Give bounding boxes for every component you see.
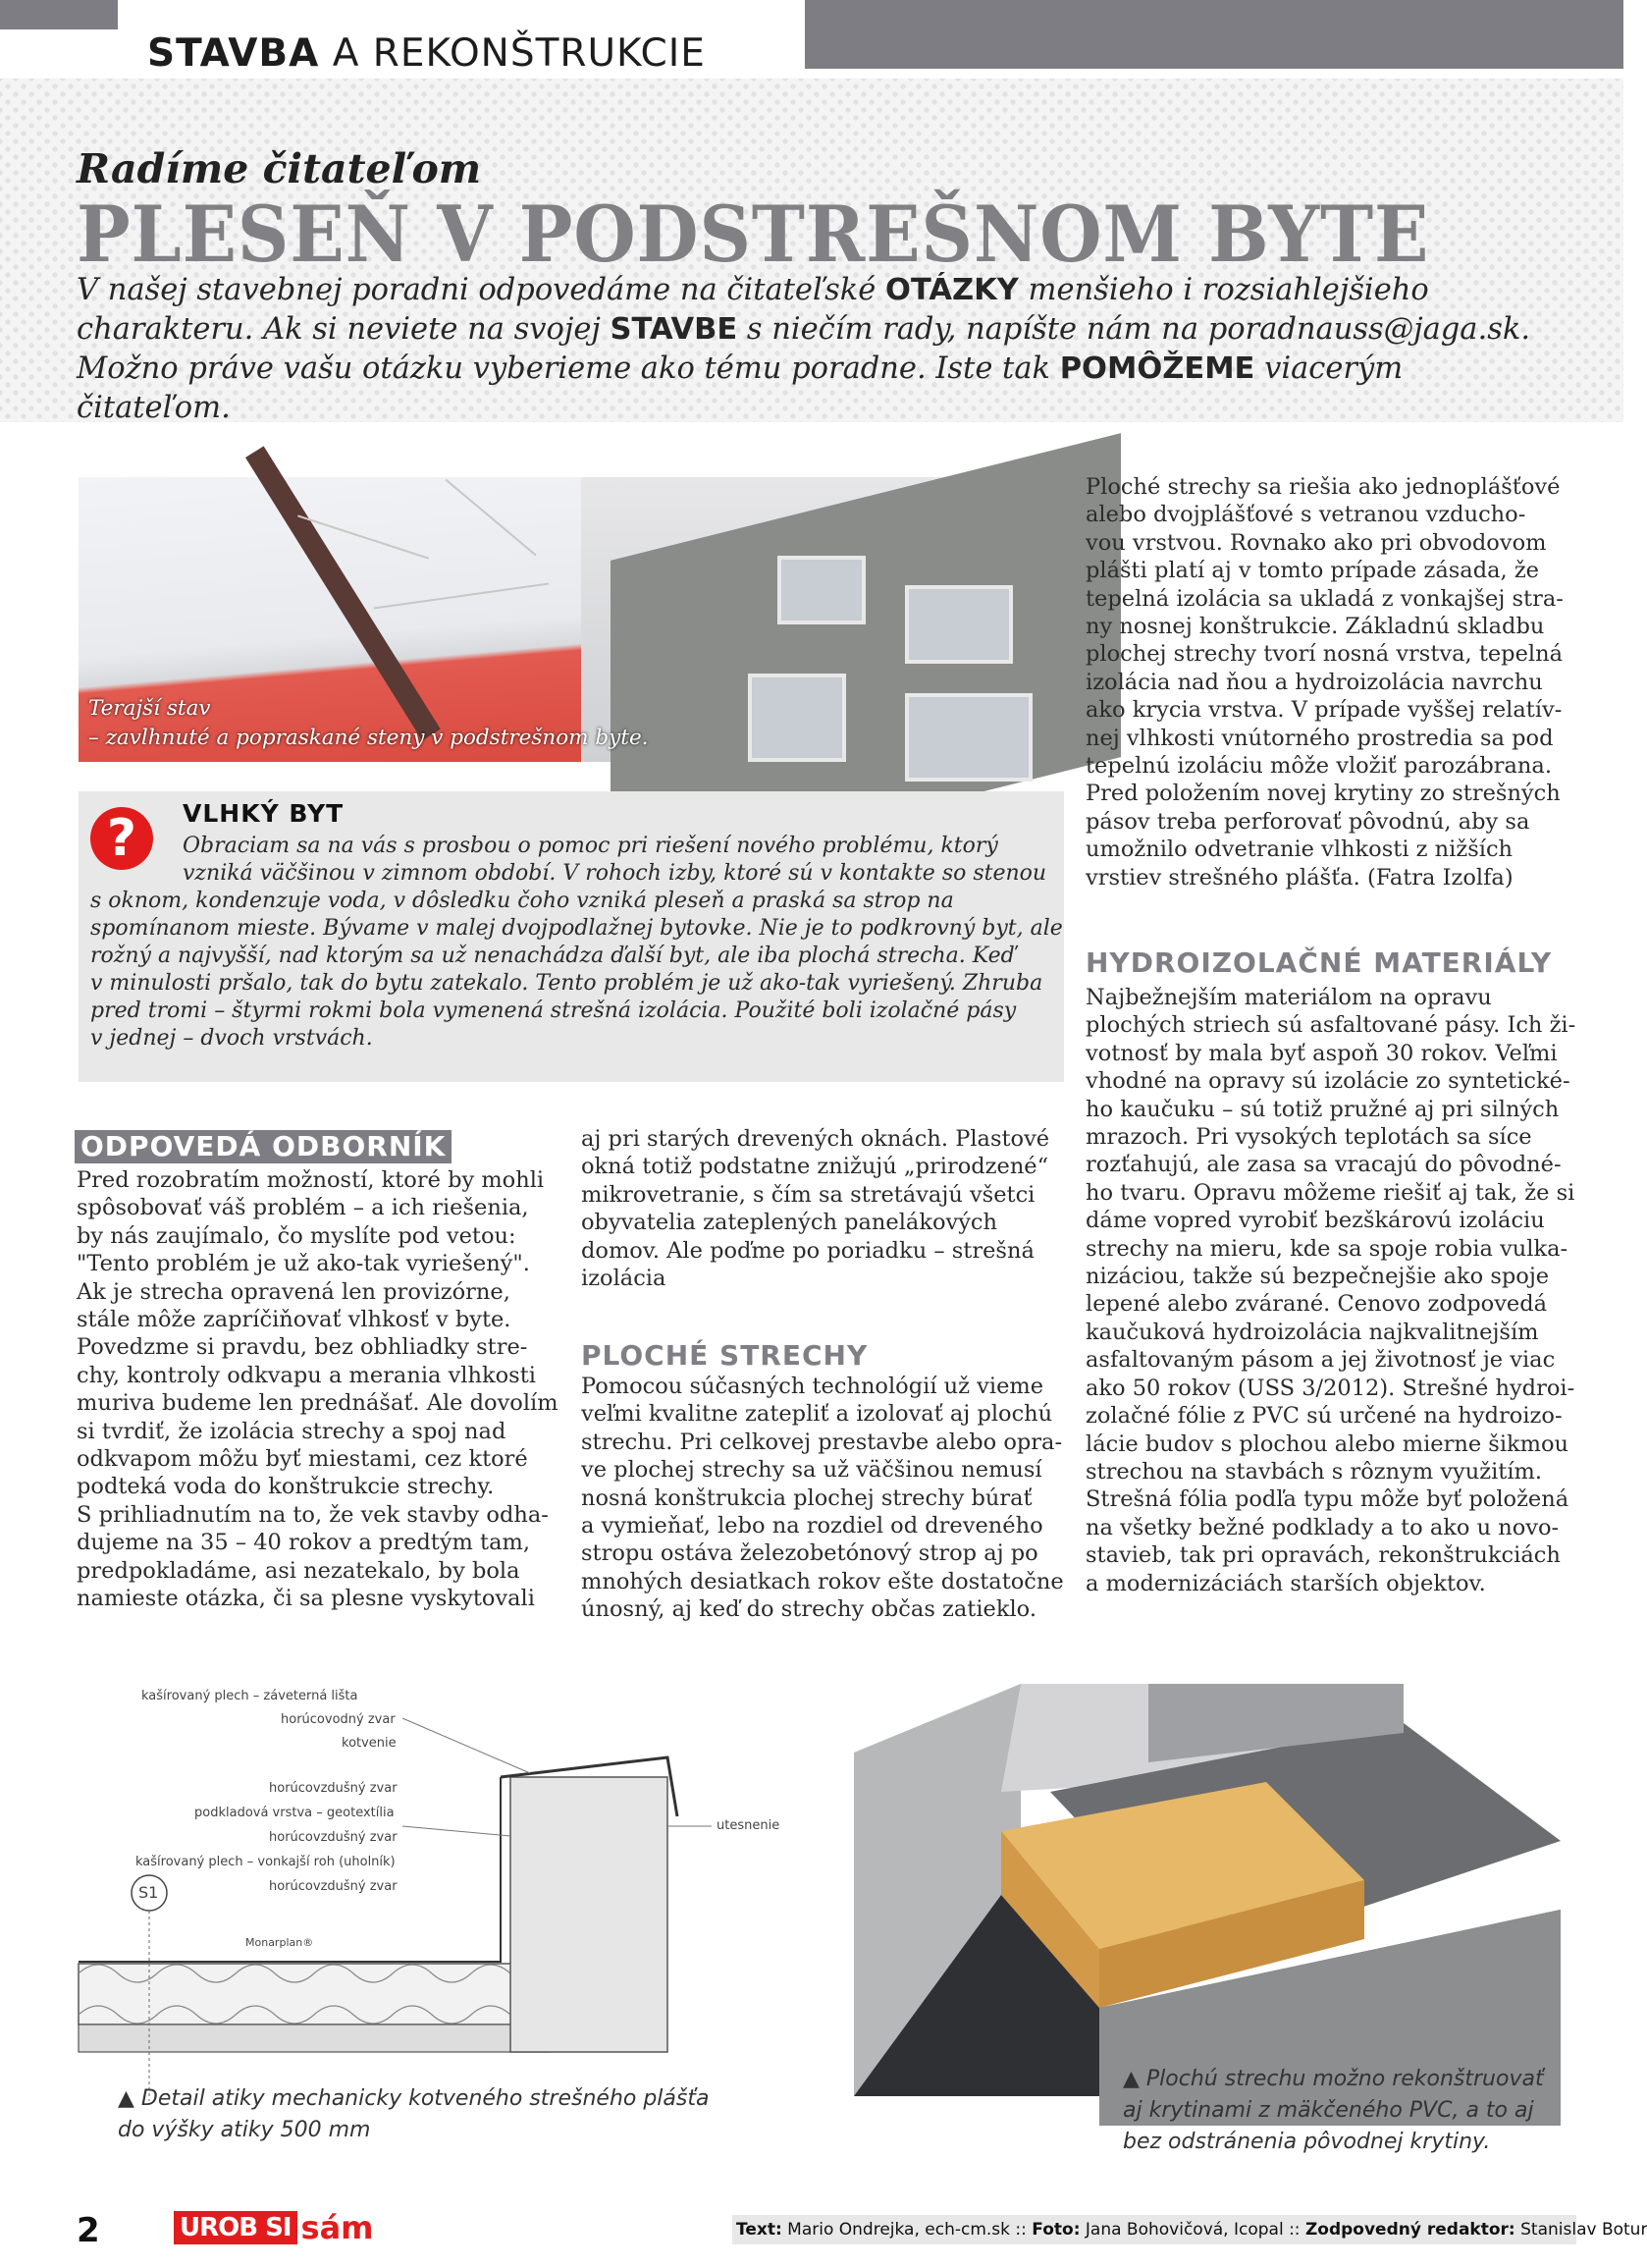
waterproofing-heading: HYDROIZOLAČNÉ MATERIÁLY [1086,946,1553,979]
credits-text-run: Text: [736,2220,782,2240]
body-line: stavieb, tak pri opravách, rekonštrukciách [1086,1542,1561,1569]
body-line: mikrovetranie, s čím sa stretávajú všetci [581,1181,1036,1208]
body-line: okná totiž podstatne znižujú „prirodzené“ [581,1154,1049,1180]
body-line: by nás zaujímalo, čo myslíte pod vetou: [77,1222,516,1249]
credits-text-run: Zodpovedný redaktor: [1304,2220,1515,2240]
question-line: s oknom, kondenzuje voda, v dôsledku čoho vzniká pleseň a praská sa strop na [90,889,954,913]
body-line: na všetky bežné podklady a to ako u novo- [1086,1514,1560,1540]
logo-sam-part: sám [300,2209,374,2246]
answer-heading: ODPOVEDÁ ODBORNÍK [75,1130,452,1163]
lead-text-run: OTÁZKY [885,273,1019,307]
credits-text-run: Stanislav Botur [1514,2220,1647,2240]
body-line: zolačné fólie z PVC sú určené na hydroizo- [1086,1403,1563,1430]
lead-text-run: V našej stavebnej poradni odpovedáme na čitateľské [77,273,886,307]
diagram-label-right: utesnenie [717,1818,780,1833]
body-line: vou vrstvou. Rovnako ako pri obvodovom [1086,529,1547,556]
diagram-label: horúcovodný zvar [281,1712,396,1727]
diagram-label: podkladová vrstva – geotextília [194,1806,395,1820]
body-line: strechou na stavbách s rôznym využitím. [1086,1458,1543,1485]
body-column-1 [77,1166,558,1613]
body-line: Pomocou súčasných technológií už vieme [581,1374,1044,1399]
body-line: nosná konštrukcia plochej strechy búrať [581,1485,1033,1511]
body-line: izolácia nad ňou a hydroizolácia navrchu [1086,669,1543,695]
credits-bar [732,2215,1647,2244]
body-line: vrstiev strešného plášťa. (Fatra Izolfa) [1086,864,1514,891]
body-line: lácie budov s plochou alebo mierne šikmou [1086,1431,1569,1457]
question-line: pred tromi – štyrmi rokmi bola vymenená strešná izolácia. Použité boli izolačné pásy [90,999,1017,1023]
body-line: Ak je strecha opravená len provizórne, [77,1278,510,1305]
section-label-rest: A REKONŠTRUKCIE [319,31,706,76]
body-line: odkvapom môžu byť miestami, cez ktoré [77,1446,528,1473]
body-column-2-bottom [581,1373,1064,1624]
diagram-label: horúcovzdušný zvar [269,1879,398,1894]
body-line: podteká voda do konštrukcie strechy. [77,1474,495,1500]
body-line: Ploché strechy sa riešia ako jednoplášťové [1086,474,1561,500]
body-line: "Tento problém je už ako-tak vyriešený". [77,1251,530,1277]
question-line: Obraciam sa na vás s prosbou o pomoc pri riešení nového problému, ktorý [183,834,998,858]
body-line: a vymieňať, lebo na rozdiel od dreveného [581,1513,1043,1539]
diagram-label: horúcovzdušný zvar [269,1830,398,1845]
credits-text-run: Mario Ondrejka, ech-cm.sk :: [781,2220,1033,2240]
lead-text-run: menšieho i rozsiahlejšieho charakteru. Ak si neviete na svojej [77,273,1429,347]
body-line: nej vlhkosti vnútorného prostredia sa pod [1086,725,1554,751]
body-line: izolácia [581,1266,666,1292]
body-line: si tvrdiť, že izolácia strechy a spoj nad [77,1418,506,1444]
photo-caption [88,694,649,753]
lead-text-run: STAVBE [610,312,738,347]
diagram-label: kašírovaný plech – záveterná lišta [141,1689,358,1703]
body-column-3-bottom [1086,984,1575,1597]
section-tab [118,0,805,81]
body-line: aj pri starých drevených oknách. Plastové [581,1126,1050,1152]
body-line: plochej strechy tvorí nosná vrstva, tepelná [1086,641,1564,668]
body-line: obyvatelia zateplených panelákových [581,1210,998,1236]
diagram-label: kotvenie [342,1736,397,1751]
photo-building [581,477,1064,762]
body-line: tepelnú izoláciu môže vložiť parozábrana. [1086,753,1552,780]
lead-text-run: s niečím rady, napíšte nám na poradnauss@jaga.sk. Možno práve vašu otázku vyberieme ako tému poradne. Iste tak [77,312,1531,386]
body-line: predpokladáme, asi nezatekalo, by bola [77,1557,520,1584]
body-line: umožnilo odvetranie vlhkosti z nižších [1086,837,1514,863]
body-line: stále môže zapríčiňovať vlhkosť v byte. [77,1307,511,1333]
diagram-label: kašírovaný plech – vonkajší roh (uholník) [135,1855,396,1869]
roof-caption: bez odstránenia pôvodnej krytiny. [1123,2130,1491,2154]
diagram-marker: S1 [138,1883,159,1902]
magazine-logo [174,2209,374,2246]
body-line: lepené alebo zvárané. Cenovo zodpovedá [1086,1291,1548,1318]
body-line: strechy na mieru, kde sa spoje robia vulka- [1086,1235,1568,1262]
roof-caption: ▲ Plochú strechu možno rekonštruovať [1123,2067,1544,2091]
question-line: v minulosti pršalo, tak do bytu zatekalo. Tento problém je už ako-tak vyriešený. Zhruba [90,971,1043,996]
lead-paragraph [77,271,1549,428]
kicker: Radíme čitateľom [77,145,482,192]
body-line: únosný, aj keď do strechy občas zatieklo. [581,1596,1036,1623]
diagram-brand: Monarplan® [245,1936,314,1949]
question-line: rožný a najvyšší, nad ktorým sa už nenachádza ďalší byt, ale iba plochá strecha. Keď [90,944,1015,968]
body-line: muriva budeme len prednášať. Ale dovolím [77,1390,558,1417]
photo-crack [445,479,536,557]
body-line: rozťahujú, ale zasa sa vracajú do pôvodné- [1086,1152,1562,1178]
headline: PLESEŇ V PODSTREŠNOM BYTE [77,189,1430,280]
body-line: stropu ostáva železobetónový strop aj po [581,1540,1038,1567]
body-line: Povedzme si pravdu, bez obhliadky stre- [77,1334,528,1361]
credits-text-run: Jana Bohovičová, Icopal :: [1080,2220,1305,2240]
body-column-2-top [581,1125,1049,1292]
photo-caption-line: Terajší stav [88,696,211,721]
body-line: veľmi kvalitne zatepliť a izolovať aj plochú [581,1401,1053,1428]
body-line: ve plochej strechy sa už väčšinou nemusí [581,1457,1042,1484]
photo-window [905,585,1013,664]
parapet-detail-diagram [79,1679,780,2101]
body-line: Pred rozobratím možností, ktoré by mohli [77,1167,545,1193]
body-line: ny nosnej konštrukcie. Základnú skladbu [1086,614,1545,640]
body-line: pásov treba perforovať pôvodnú, aby sa [1086,808,1530,835]
roof-illustration [854,1684,1561,2126]
body-line: strechu. Pri celkovej prestavbe alebo opra- [581,1429,1063,1455]
body-line: domov. Ale poďme po poriadku – strešná [581,1237,1035,1264]
body-line: spôsobovať váš problém – a ich riešenia, [77,1195,529,1221]
section-label [147,31,706,76]
body-line: dujeme na 35 – 40 rokov a predtým tam, [77,1530,530,1556]
body-line: S prihliadnutím na to, že vek stavby odha- [77,1501,549,1528]
body-line: asfaltovaným pásom a jej životnosť je viac [1086,1347,1556,1374]
section-label-bold: STAVBA [147,31,320,76]
body-line: mrazoch. Pri vysokých teplotách sa síce [1086,1124,1532,1151]
question-mark-icon: ? [90,807,153,870]
photo-crack [374,582,550,609]
lead-text-run: viacerým čitateľom. [77,351,1404,425]
diagram-caption: do výšky atiky 500 mm [118,2118,371,2142]
body-line: ako krycia vrstva. V prípade vyššej relatív- [1086,697,1563,724]
body-line: ho tvaru. Opravu môžeme riešiť aj tak, že si [1086,1179,1575,1206]
body-line: Najbežnejším materiálom na opravu [1086,985,1492,1010]
photo-caption-line: – zavlhnuté a popraskané steny v podstrešnom byte. [88,726,649,750]
question-line: vzniká väčšinou v zimnom období. V rohoch izby, ktoré sú v kontakte so stenou [183,861,1047,886]
flat-roofs-heading: PLOCHÉ STRECHY [581,1339,869,1372]
body-line: namieste otázka, či sa plesne vyskytovali [77,1586,535,1612]
body-line: dáme vopred vyrobiť bezškárovú izoláciu [1086,1208,1545,1234]
body-line: kaučuková hydroizolácia najkvalitnejším [1086,1319,1539,1345]
photo-window [777,556,866,624]
question-line: spomínanom mieste. Bývame v malej dvojpodlažnej bytovke. Nie je to podkrovný byt, ale [90,916,1063,941]
body-line: Strešná fólia podľa typu môže byť položená [1086,1486,1569,1513]
body-line: ako 50 rokov (USS 3/2012). Strešné hydroi- [1086,1375,1575,1401]
body-line: ho kaučuku – sú totiž pružné aj pri silných [1086,1096,1560,1122]
top-bar-stripe-right [785,0,1623,69]
question-title: VLHKÝ BYT [183,799,345,828]
question-line: v jednej – dvoch vrstvách. [90,1026,373,1051]
diagram-caption: ▲ Detail atiky mechanicky kotveného strešného plášťa [118,2086,710,2111]
logo-red-part: UROB SI [174,2211,297,2244]
body-line: plochých striech sú asfaltované pásy. Ich ži- [1086,1012,1576,1039]
body-line: a modernizáciách starších objektov. [1086,1570,1486,1596]
body-line: mnohých desiatkach rokov ešte dostatočne [581,1568,1064,1594]
body-line: plášti platí aj v tomto prípade zásada, že [1086,558,1539,584]
body-line: alebo dvojplášťové s vetranou vzducho- [1086,502,1526,528]
body-line: vhodné na opravy sú izolácie zo syntetické- [1086,1068,1570,1095]
body-column-3-top [1086,473,1564,891]
parapet-drawing [79,1679,766,2101]
page-number: 2 [77,2211,100,2250]
body-line: nizáciou, takže sú bezpečnejšie ako spoje [1086,1264,1550,1290]
roof-caption: aj krytinami z mäkčeného PVC, a to aj [1123,2098,1534,2123]
body-line: tepelná izolácia sa ukladá z vonkajšej stra- [1086,585,1564,612]
photo-window [748,674,846,762]
lead-text-run: POMÔŽEME [1059,351,1255,386]
body-line: votnosť by mala byť aspoň 30 rokov. Veľmi [1086,1040,1558,1066]
roof-drawing [854,1684,1561,2126]
credits-text-run: Foto: [1032,2220,1081,2240]
diagram-label: horúcovzdušný zvar [269,1781,398,1796]
body-line: chy, kontroly odkvapu a merania vlhkosti [77,1362,536,1388]
photo-window [905,693,1033,782]
body-line: Pred položením novej krytiny zo strešných [1086,781,1561,807]
